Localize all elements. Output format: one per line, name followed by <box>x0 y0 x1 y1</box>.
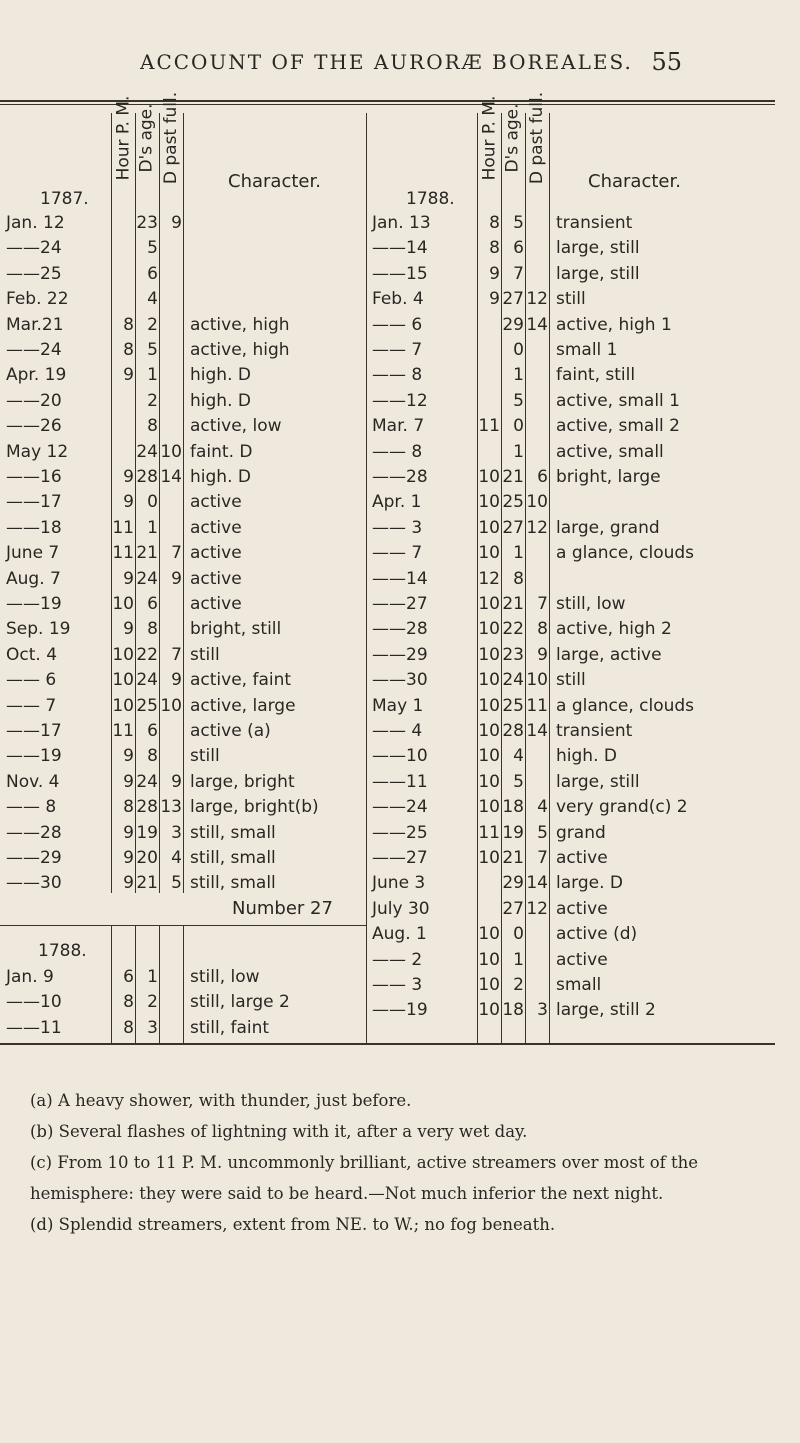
date-cell: —— 8 <box>6 797 57 818</box>
age-cell: 4 <box>147 289 158 310</box>
character-cell: a glance, clouds <box>556 543 695 564</box>
character-cell: large, grand <box>556 517 660 538</box>
age-cell: 8 <box>513 568 524 589</box>
date-cell: ——25 <box>6 263 62 284</box>
character-cell: still <box>556 289 586 310</box>
year-label: 1788. <box>406 189 455 209</box>
past-full-cell: 10 <box>526 492 548 513</box>
character-cell: active, large <box>190 695 296 716</box>
age-cell: 8 <box>147 746 158 767</box>
hour-cell: 10 <box>478 975 500 995</box>
character-cell: large, bright(b) <box>190 797 319 818</box>
age-cell: 1 <box>513 543 524 564</box>
character-cell: still <box>190 644 220 665</box>
character-cell: active <box>190 492 242 513</box>
age-cell: 5 <box>513 771 524 792</box>
past-full-cell: 6 <box>537 467 548 487</box>
character-cell: faint, still <box>556 365 636 386</box>
character-cell: active, small 1 <box>556 390 680 411</box>
character-cell: active, high 2 <box>556 619 672 640</box>
past-full-cell: 12 <box>526 517 548 538</box>
character-cell: very grand(c) 2 <box>556 797 688 818</box>
date-cell: Jan. 12 <box>6 213 65 233</box>
hour-cell: 10 <box>478 949 500 970</box>
age-cell: 19 <box>136 822 158 843</box>
date-cell: ——24 <box>6 238 62 259</box>
character-cell: active, high <box>190 340 290 360</box>
date-cell: ——29 <box>6 848 62 868</box>
hour-cell: 9 <box>123 822 134 843</box>
past-full-cell: 14 <box>526 314 548 335</box>
date-cell: Aug. 7 <box>6 568 61 589</box>
date-cell: June 7 <box>6 543 60 564</box>
age-cell: 25 <box>502 695 524 716</box>
date-cell: ——29 <box>372 644 428 665</box>
hour-cell: 12 <box>478 568 500 589</box>
age-cell: 0 <box>513 416 524 437</box>
hour-cell: 10 <box>478 517 500 538</box>
character-cell: still, small <box>190 848 276 868</box>
character-cell: active <box>190 568 242 589</box>
past-full-cell: 14 <box>160 467 182 487</box>
date-cell: May 12 <box>6 441 69 462</box>
past-full-cell: 7 <box>171 543 182 564</box>
hour-cell: 10 <box>478 924 500 945</box>
date-cell: Feb. 22 <box>6 289 69 310</box>
hour-cell: 9 <box>123 873 134 894</box>
col-head-hour-right: Hour P. M. <box>479 95 499 181</box>
character-cell: large, still <box>556 263 640 284</box>
date-cell: ——25 <box>372 822 428 843</box>
date-cell: ——16 <box>6 467 62 487</box>
hour-cell: 10 <box>478 467 500 487</box>
age-cell: 1 <box>147 365 158 386</box>
date-cell: ——19 <box>6 746 62 767</box>
character-cell: high. D <box>190 467 251 487</box>
past-full-cell: 9 <box>537 644 548 665</box>
past-full-cell: 9 <box>171 670 182 691</box>
character-cell: still, large 2 <box>190 992 290 1013</box>
col-head-character-left: Character. <box>228 171 321 192</box>
age-cell: 5 <box>147 238 158 259</box>
hour-cell: 9 <box>123 619 134 640</box>
age-cell: 0 <box>147 492 158 513</box>
date-cell: ——30 <box>372 670 428 691</box>
age-cell: 6 <box>147 263 158 284</box>
past-full-cell: 14 <box>526 873 548 894</box>
date-cell: ——11 <box>6 1017 62 1038</box>
date-cell: Jan. 13 <box>372 213 431 233</box>
character-cell: active <box>556 848 608 868</box>
past-full-cell: 3 <box>537 1000 548 1021</box>
age-cell: 24 <box>502 670 524 691</box>
hour-cell: 9 <box>123 746 134 767</box>
age-cell: 7 <box>513 263 524 284</box>
date-cell: —— 3 <box>372 975 423 995</box>
character-cell: high. D <box>556 746 617 767</box>
character-cell: active <box>190 594 242 614</box>
character-cell: active <box>556 898 608 919</box>
past-full-cell: 9 <box>171 568 182 589</box>
date-cell: —— 7 <box>372 340 423 360</box>
age-cell: 2 <box>147 314 158 335</box>
age-cell: 0 <box>513 924 524 945</box>
hour-cell: 9 <box>123 568 134 589</box>
date-cell: —— 7 <box>372 543 423 564</box>
age-cell: 27 <box>502 517 524 538</box>
character-cell: active <box>190 543 242 564</box>
hour-cell: 10 <box>478 1000 500 1021</box>
age-cell: 24 <box>136 568 158 589</box>
date-cell: —— 4 <box>372 721 423 741</box>
age-cell: 19 <box>502 822 524 843</box>
age-cell: 25 <box>502 492 524 513</box>
footnote-a: (a) A heavy shower, with thunder, just before. <box>30 1091 412 1110</box>
character-cell: active, faint <box>190 670 292 691</box>
past-full-cell: 5 <box>171 873 182 894</box>
date-cell: June 3 <box>372 873 426 894</box>
running-title: ACCOUNT OF THE AURORÆ BOREALES. <box>140 50 633 74</box>
age-cell: 2 <box>147 992 158 1013</box>
hour-cell: 10 <box>478 619 500 640</box>
hour-cell: 10 <box>112 594 134 614</box>
past-full-cell: 12 <box>526 898 548 919</box>
hour-cell: 9 <box>123 365 134 386</box>
age-cell: 28 <box>136 797 158 818</box>
date-cell: —— 8 <box>372 441 423 462</box>
age-cell: 27 <box>502 898 524 919</box>
hour-cell: 10 <box>478 695 500 716</box>
hour-cell: 6 <box>123 967 134 987</box>
date-cell: ——19 <box>6 594 62 614</box>
character-cell: still, small <box>190 822 276 843</box>
character-cell: transient <box>556 213 633 233</box>
character-cell: active, high 1 <box>556 314 672 335</box>
character-cell: large, still <box>556 238 640 259</box>
age-cell: 29 <box>502 314 524 335</box>
past-full-cell: 9 <box>171 771 182 792</box>
date-cell: May 1 <box>372 695 424 716</box>
character-cell: large, bright <box>190 771 295 792</box>
date-cell: ——11 <box>372 771 428 792</box>
character-cell: active <box>556 949 608 970</box>
past-full-cell: 13 <box>160 797 182 818</box>
hour-cell: 9 <box>123 492 134 513</box>
age-cell: 6 <box>147 594 158 614</box>
col-head-hour-left: Hour P. M. <box>113 95 133 181</box>
vline <box>366 113 367 1043</box>
hour-cell: 10 <box>478 746 500 767</box>
number-total: Number 27 <box>232 898 333 919</box>
hour-cell: 10 <box>112 644 134 665</box>
hour-cell: 8 <box>123 314 134 335</box>
age-cell: 6 <box>513 238 524 259</box>
character-cell: still <box>556 670 586 691</box>
character-cell: still <box>190 746 220 767</box>
age-cell: 4 <box>513 746 524 767</box>
age-cell: 5 <box>147 340 158 360</box>
age-cell: 1 <box>513 441 524 462</box>
date-cell: ——17 <box>6 492 62 513</box>
age-cell: 18 <box>502 1000 524 1021</box>
age-cell: 1 <box>513 365 524 386</box>
age-cell: 21 <box>502 594 524 614</box>
date-cell: —— 8 <box>372 365 423 386</box>
character-cell: faint. D <box>190 441 253 462</box>
hour-cell: 8 <box>123 340 134 360</box>
age-cell: 23 <box>502 644 524 665</box>
past-full-cell: 10 <box>526 670 548 691</box>
character-cell: transient <box>556 721 633 741</box>
date-cell: Feb. 4 <box>372 289 424 310</box>
past-full-cell: 10 <box>160 441 182 462</box>
hour-cell: 10 <box>478 848 500 868</box>
age-cell: 21 <box>502 848 524 868</box>
date-cell: ——26 <box>6 416 62 437</box>
footnote-c: (c) From 10 to 11 P. M. uncommonly brilliant, active streamers over most of the hemisphere: they were said to be heard.—Not much inferior the next night. <box>30 1153 699 1203</box>
hour-cell: 10 <box>478 721 500 741</box>
hour-cell: 8 <box>489 213 500 233</box>
date-cell: ——28 <box>372 619 428 640</box>
character-cell: a glance, clouds <box>556 695 695 716</box>
date-cell: ——18 <box>6 517 62 538</box>
age-cell: 1 <box>147 967 158 987</box>
age-cell: 5 <box>513 213 524 233</box>
date-cell: July 30 <box>372 898 430 919</box>
age-cell: 24 <box>136 771 158 792</box>
age-cell: 23 <box>136 213 158 233</box>
vline <box>183 925 184 1043</box>
character-cell: still, faint <box>190 1017 270 1038</box>
number-rule <box>0 925 366 926</box>
hour-cell: 9 <box>123 771 134 792</box>
age-cell: 27 <box>502 289 524 310</box>
hour-cell: 11 <box>112 517 134 538</box>
aurora-table <box>0 91 780 1045</box>
year-label: 1788. <box>38 941 87 961</box>
hour-cell: 10 <box>478 771 500 792</box>
page-number: 55 <box>651 48 682 76</box>
hour-cell: 10 <box>112 695 134 716</box>
date-cell: ——20 <box>6 390 62 411</box>
age-cell: 24 <box>136 441 158 462</box>
character-cell: active, small <box>556 441 664 462</box>
age-cell: 18 <box>502 797 524 818</box>
hour-cell: 11 <box>478 416 500 437</box>
character-cell: still, small <box>190 873 276 894</box>
hour-cell: 8 <box>123 1017 134 1038</box>
age-cell: 28 <box>502 721 524 741</box>
hour-cell: 10 <box>112 670 134 691</box>
age-cell: 8 <box>147 416 158 437</box>
age-cell: 29 <box>502 873 524 894</box>
age-cell: 2 <box>147 390 158 411</box>
date-cell: Oct. 4 <box>6 644 58 665</box>
age-cell: 3 <box>147 1017 158 1038</box>
character-cell: high. D <box>190 365 251 386</box>
character-cell: high. D <box>190 390 251 411</box>
date-cell: Mar.21 <box>6 314 64 335</box>
hour-cell: 8 <box>123 992 134 1013</box>
hour-cell: 10 <box>478 797 500 818</box>
footnotes <box>30 1085 790 1240</box>
age-cell: 21 <box>502 467 524 487</box>
date-cell: ——15 <box>372 263 428 284</box>
past-full-cell: 3 <box>171 822 182 843</box>
date-cell: ——12 <box>372 390 428 411</box>
hour-cell: 11 <box>478 822 500 843</box>
past-full-cell: 5 <box>537 822 548 843</box>
hour-cell: 10 <box>478 670 500 691</box>
col-head-past-right: D past full. <box>527 91 547 185</box>
date-cell: Apr. 1 <box>372 492 422 513</box>
hour-cell: 9 <box>123 848 134 868</box>
hour-cell: 9 <box>489 263 500 284</box>
age-cell: 1 <box>147 517 158 538</box>
hour-cell: 9 <box>489 289 500 310</box>
age-cell: 20 <box>136 848 158 868</box>
date-cell: —— 2 <box>372 949 423 970</box>
age-cell: 25 <box>136 695 158 716</box>
character-cell: active (d) <box>556 924 638 945</box>
age-cell: 28 <box>136 467 158 487</box>
date-cell: Nov. 4 <box>6 771 60 792</box>
page-header <box>0 50 800 80</box>
past-full-cell: 10 <box>160 695 182 716</box>
vline <box>549 113 550 1043</box>
footnote-d: (d) Splendid streamers, extent from NE. to W.; no fog beneath. <box>30 1215 556 1234</box>
date-cell: —— 3 <box>372 517 423 538</box>
age-cell: 21 <box>136 873 158 894</box>
character-cell: small 1 <box>556 340 618 360</box>
date-cell: Sep. 19 <box>6 619 71 640</box>
date-cell: —— 6 <box>372 314 423 335</box>
age-cell: 2 <box>513 975 524 995</box>
hour-cell: 8 <box>489 238 500 259</box>
date-cell: ——28 <box>6 822 62 843</box>
character-cell: large, active <box>556 644 662 665</box>
character-cell: still, low <box>556 594 626 614</box>
col-head-age-left: D's age. <box>137 103 158 173</box>
date-cell: Apr. 19 <box>6 365 67 386</box>
character-cell: bright, still <box>190 619 282 640</box>
character-cell: grand <box>556 822 606 843</box>
date-cell: ——30 <box>6 873 62 894</box>
character-cell: large. D <box>556 873 623 894</box>
date-cell: ——10 <box>6 992 62 1013</box>
date-cell: Aug. 1 <box>372 924 427 945</box>
vline <box>159 925 160 1043</box>
past-full-cell: 8 <box>537 619 548 640</box>
col-head-past-left: D past full. <box>161 91 181 185</box>
year-label: 1787. <box>40 189 89 209</box>
date-cell: ——17 <box>6 721 62 741</box>
vline <box>183 113 184 893</box>
hour-cell: 10 <box>478 644 500 665</box>
past-full-cell: 7 <box>171 644 182 665</box>
past-full-cell: 11 <box>526 695 548 716</box>
age-cell: 6 <box>147 721 158 741</box>
date-cell: ——24 <box>6 340 62 360</box>
character-cell: active <box>190 517 242 538</box>
hour-cell: 10 <box>478 543 500 564</box>
hour-cell: 8 <box>123 797 134 818</box>
date-cell: ——10 <box>372 746 428 767</box>
past-full-cell: 7 <box>537 848 548 868</box>
age-cell: 21 <box>136 543 158 564</box>
date-cell: ——27 <box>372 848 428 868</box>
date-cell: ——14 <box>372 568 428 589</box>
character-cell: active, low <box>190 416 282 437</box>
hour-cell: 9 <box>123 467 134 487</box>
character-cell: large, still 2 <box>556 1000 656 1021</box>
date-cell: Mar. 7 <box>372 416 425 437</box>
hour-cell: 10 <box>478 492 500 513</box>
past-full-cell: 4 <box>171 848 182 868</box>
date-cell: ——27 <box>372 594 428 614</box>
past-full-cell: 9 <box>171 213 182 233</box>
character-cell: small <box>556 975 602 995</box>
character-cell: active, high <box>190 314 290 335</box>
age-cell: 5 <box>513 390 524 411</box>
past-full-cell: 14 <box>526 721 548 741</box>
col-head-age-right: D's age. <box>503 103 524 173</box>
hour-cell: 10 <box>478 594 500 614</box>
date-cell: ——24 <box>372 797 428 818</box>
age-cell: 24 <box>136 670 158 691</box>
date-cell: ——28 <box>372 467 428 487</box>
date-cell: —— 7 <box>6 695 57 716</box>
character-cell: still, low <box>190 967 260 987</box>
character-cell: active (a) <box>190 721 271 741</box>
age-cell: 0 <box>513 340 524 360</box>
past-full-cell: 12 <box>526 289 548 310</box>
col-head-character-right: Character. <box>588 171 681 192</box>
character-cell: bright, large <box>556 467 661 487</box>
hour-cell: 11 <box>112 721 134 741</box>
past-full-cell: 4 <box>537 797 548 818</box>
age-cell: 22 <box>136 644 158 665</box>
past-full-cell: 7 <box>537 594 548 614</box>
date-cell: —— 6 <box>6 670 57 691</box>
footnote-b: (b) Several flashes of lightning with it, after a very wet day. <box>30 1122 528 1141</box>
hour-cell: 11 <box>112 543 134 564</box>
date-cell: ——14 <box>372 238 428 259</box>
age-cell: 22 <box>502 619 524 640</box>
character-cell: large, still <box>556 771 640 792</box>
age-cell: 1 <box>513 949 524 970</box>
age-cell: 8 <box>147 619 158 640</box>
date-cell: Jan. 9 <box>6 967 54 987</box>
character-cell: active, small 2 <box>556 416 680 437</box>
bottom-rule <box>0 1043 775 1045</box>
date-cell: ——19 <box>372 1000 428 1021</box>
